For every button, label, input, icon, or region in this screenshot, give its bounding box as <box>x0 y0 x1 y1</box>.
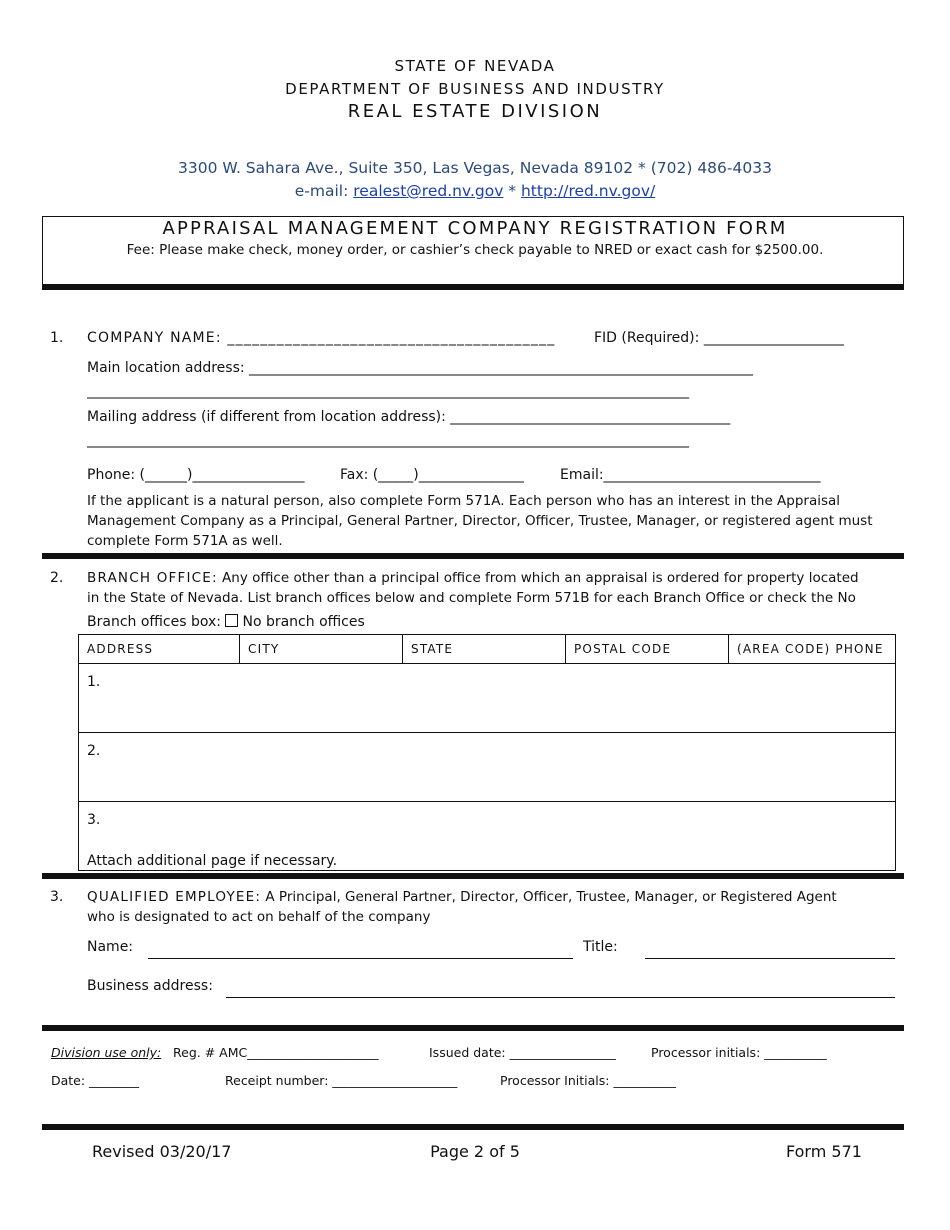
col-state: STATE <box>403 635 566 664</box>
date-field[interactable]: Date: ________ <box>51 1073 140 1088</box>
col-postal: POSTAL CODE <box>566 635 729 664</box>
division-use-label: Division use only: <box>51 1045 162 1060</box>
employee-text: who is designated to act on behalf of the company <box>87 909 431 925</box>
branch-intro <box>87 570 859 586</box>
page-number: Page 2 of 5 <box>430 1142 520 1161</box>
email-prefix: e-mail: <box>294 182 354 200</box>
section-number: 3. <box>50 889 64 905</box>
divider <box>42 553 904 559</box>
form-number: Form 571 <box>786 1142 862 1161</box>
attach-note: Attach additional page if necessary. <box>87 853 338 869</box>
divider <box>42 284 904 290</box>
main-location-line2[interactable]: ______________________________________________________________________________________ <box>87 383 689 399</box>
note-line: If the applicant is a natural person, also complete Form 571A. Each person who has an interest in the Appraisal <box>87 493 841 509</box>
agency-department: DEPARTMENT OF BUSINESS AND INDUSTRY <box>285 80 665 98</box>
no-branch-label: No branch offices <box>242 614 365 630</box>
receipt-number-field[interactable]: Receipt number: ____________________ <box>225 1073 458 1088</box>
company-name-field[interactable]: COMPANY NAME: ________________________________________ <box>87 330 556 346</box>
no-branch-checkbox[interactable] <box>225 614 238 627</box>
mailing-address-line2[interactable]: ______________________________________________________________________________________ <box>87 432 689 448</box>
title-label: Title: <box>583 939 618 955</box>
processor-initials-field[interactable]: Processor Initials: __________ <box>500 1073 676 1088</box>
employee-intro <box>87 889 837 905</box>
col-phone: (AREA CODE) PHONE <box>729 635 896 664</box>
section-number: 1. <box>50 330 64 346</box>
note-line: Management Company as a Principal, General Partner, Director, Officer, Trustee, Manager, or registered agent must <box>87 513 873 529</box>
table-row[interactable] <box>79 733 896 802</box>
agency-contact <box>0 182 950 200</box>
employee-text: A Principal, General Partner, Director, Officer, Trustee, Manager, or Registered Agent <box>261 889 837 905</box>
fid-field[interactable]: FID (Required): ____________________ <box>594 330 844 346</box>
branch-row-cell[interactable]: 3. <box>79 802 896 871</box>
agency-state: STATE OF NEVADA <box>394 57 556 75</box>
divider <box>42 1025 904 1031</box>
phone-field[interactable]: Phone: (______)________________ <box>87 467 305 483</box>
col-city: CITY <box>240 635 403 664</box>
email-link[interactable]: realest@red.nv.gov <box>353 182 504 200</box>
form-fee: Fee: Please make check, money order, or cashier’s check payable to NRED or exact cash for $2500.00. <box>126 242 824 258</box>
fax-field[interactable]: Fax: (_____)_______________ <box>340 467 524 483</box>
processor-initials-field[interactable]: Processor initials: __________ <box>651 1045 827 1060</box>
email-field[interactable]: Email:_______________________________ <box>560 467 821 483</box>
branch-row-cell[interactable]: 2. <box>79 733 896 802</box>
reg-number-field[interactable]: Reg. # AMC_____________________ <box>173 1045 379 1060</box>
section-number: 2. <box>50 570 64 586</box>
branch-text: Any office other than a principal office from which an appraisal is ordered for property located <box>217 570 859 586</box>
name-input-line[interactable] <box>148 942 573 959</box>
website-link[interactable]: http://red.nv.gov/ <box>520 182 656 200</box>
main-location-field[interactable]: Main location address: ________________________________________________________________________ <box>87 360 754 376</box>
employee-heading: QUALIFIED EMPLOYEE: <box>87 889 262 905</box>
divider <box>42 873 904 879</box>
mailing-address-field[interactable]: Mailing address (if different from location address): ________________________________________ <box>87 409 731 425</box>
issued-date-field[interactable]: Issued date: _________________ <box>429 1045 616 1060</box>
table-row[interactable] <box>79 664 896 733</box>
branch-checkbox-row <box>87 614 365 630</box>
agency-division: REAL ESTATE DIVISION <box>347 101 603 122</box>
revised-date: Revised 03/20/17 <box>92 1142 232 1161</box>
branch-row-cell[interactable]: 1. <box>79 664 896 733</box>
business-address-label: Business address: <box>87 978 213 994</box>
branch-checkbox-prompt: Branch offices box: <box>87 614 222 630</box>
form-title: APPRAISAL MANAGEMENT COMPANY REGISTRATION FORM <box>162 218 788 239</box>
name-label: Name: <box>87 939 134 955</box>
col-address: ADDRESS <box>79 635 240 664</box>
agency-address: 3300 W. Sahara Ave., Suite 350, Las Vegas, Nevada 89102 * (702) 486-4033 <box>178 159 772 177</box>
branch-text: in the State of Nevada. List branch offices below and complete Form 571B for each Branch Office or check the No <box>87 590 856 606</box>
business-address-input-line[interactable] <box>226 981 895 998</box>
title-input-line[interactable] <box>645 942 895 959</box>
contact-separator: * <box>503 182 521 200</box>
branch-heading: BRANCH OFFICE: <box>87 570 218 586</box>
divider <box>42 1124 904 1130</box>
note-line: complete Form 571A as well. <box>87 533 283 549</box>
branch-table <box>78 634 896 871</box>
